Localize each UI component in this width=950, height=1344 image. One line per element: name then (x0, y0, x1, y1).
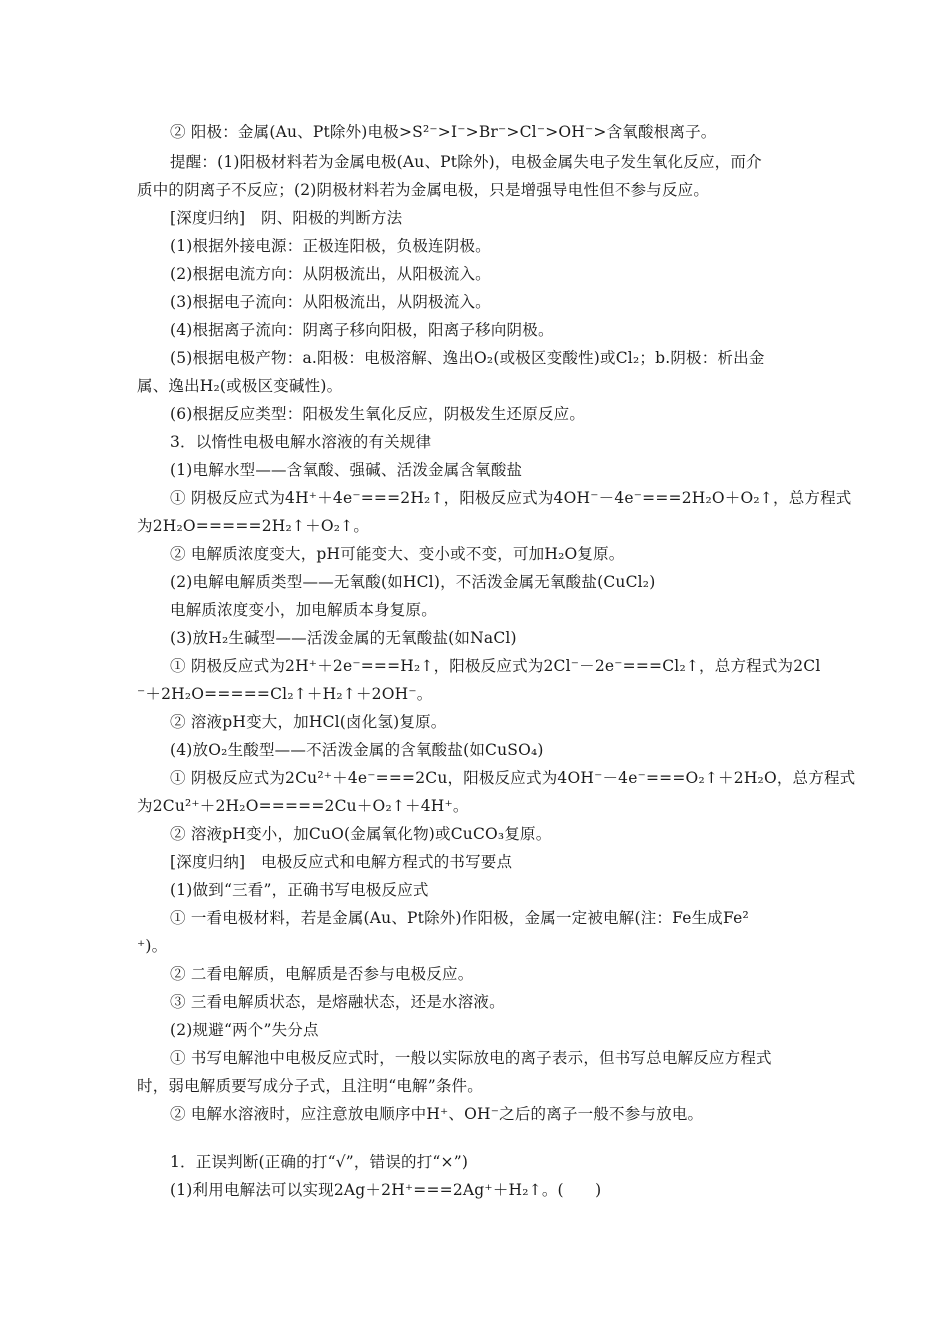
text-line: ② 溶液pH变小，加CuO(金属氧化物)或CuCO₃复原。 (170, 825, 552, 843)
text-line: ① 阴极反应式为2H⁺＋2e⁻===H₂↑，阳极反应式为2Cl⁻－2e⁻===Cl₂↑，总方程式为2Cl (170, 657, 821, 675)
text-line: [深度归纳] 电极反应式和电解方程式的书写要点 (170, 853, 513, 871)
text-line: (2)规避“两个”失分点 (170, 1021, 319, 1039)
text-line: ② 阳极：金属(Au、Pt除外)电极>S²⁻>I⁻>Br⁻>Cl⁻>OH⁻>含氧酸根离子。 (170, 123, 717, 141)
text-line: 时，弱电解质要写成分子式，且注明“电解”条件。 (137, 1077, 483, 1095)
text-line: (5)根据电极产物：a.阳极：电极溶解、逸出O₂(或极区变酸性)或Cl₂；b.阴极：析出金 (170, 349, 765, 367)
text-line: ① 一看电极材料，若是金属(Au、Pt除外)作阳极，金属一定被电解(注：Fe生成Fe² (170, 909, 749, 927)
text-line: 提醒：(1)阳极材料若为金属电极(Au、Pt除外)，电极金属失电子发生氧化反应，而介 (170, 153, 762, 171)
text-line: (1)做到“三看”，正确书写电极反应式 (170, 881, 429, 899)
text-line: 为2H₂O=====2H₂↑＋O₂↑。 (137, 517, 370, 535)
text-line: 为2Cu²⁺＋2H₂O=====2Cu＋O₂↑＋4H⁺。 (137, 797, 469, 815)
text-line: (2)根据电流方向：从阴极流出，从阳极流入。 (170, 265, 491, 283)
text-line: (3)放H₂生碱型——活泼金属的无氧酸盐(如NaCl) (170, 629, 517, 647)
text-line: ⁺)。 (137, 937, 168, 955)
text-line: (1)利用电解法可以实现2Ag＋2H⁺===2Ag⁺＋H₂↑。( ) (170, 1181, 602, 1199)
text-line: 质中的阴离子不反应；(2)阴极材料若为金属电极，只是增强导电性但不参与反应。 (137, 181, 710, 199)
text-line: [深度归纳] 阴、阳极的判断方法 (170, 209, 403, 227)
text-line: 3．以惰性电极电解水溶液的有关规律 (170, 433, 432, 451)
text-line: (4)放O₂生酸型——不活泼金属的含氧酸盐(如CuSO₄) (170, 741, 544, 759)
text-line: 属、逸出H₂(或极区变碱性)。 (137, 377, 343, 395)
text-line: 电解质浓度变小，加电解质本身复原。 (170, 601, 437, 619)
text-line: ② 电解水溶液时，应注意放电顺序中H⁺、OH⁻之后的离子一般不参与放电。 (170, 1105, 704, 1123)
text-line: ⁻＋2H₂O=====Cl₂↑＋H₂↑＋2OH⁻。 (137, 685, 433, 703)
text-line: (1)根据外接电源：正极连阳极，负极连阴极。 (170, 237, 491, 255)
text-line: ② 二看电解质，电解质是否参与电极反应。 (170, 965, 474, 983)
text-line: (6)根据反应类型：阳极发生氧化反应，阴极发生还原反应。 (170, 405, 586, 423)
text-line: ③ 三看电解质状态，是熔融状态，还是水溶液。 (170, 993, 505, 1011)
text-line: (1)电解水型——含氧酸、强碱、活泼金属含氧酸盐 (170, 461, 523, 479)
text-line: 1．正误判断(正确的打“√”，错误的打“×”) (170, 1153, 469, 1171)
text-line: ② 溶液pH变大，加HCl(卤化氢)复原。 (170, 713, 447, 731)
text-line: (4)根据离子流向：阴离子移向阳极，阳离子移向阴极。 (170, 321, 554, 339)
text-line: ① 阴极反应式为4H⁺＋4e⁻===2H₂↑，阳极反应式为4OH⁻－4e⁻===2H₂O＋O₂↑，总方程式 (170, 489, 852, 507)
text-line: (2)电解电解质类型——无氧酸(如HCl)，不活泼金属无氧酸盐(CuCl₂) (170, 573, 656, 591)
text-line: ② 电解质浓度变大，pH可能变大、变小或不变，可加H₂O复原。 (170, 545, 625, 563)
text-line: ① 阴极反应式为2Cu²⁺＋4e⁻===2Cu，阳极反应式为4OH⁻－4e⁻===O₂↑＋2H₂O，总方程式 (170, 769, 856, 787)
text-line: ① 书写电解池中电极反应式时，一般以实际放电的离子表示，但书写总电解反应方程式 (170, 1049, 772, 1067)
text-line: (3)根据电子流向：从阳极流出，从阴极流入。 (170, 293, 491, 311)
